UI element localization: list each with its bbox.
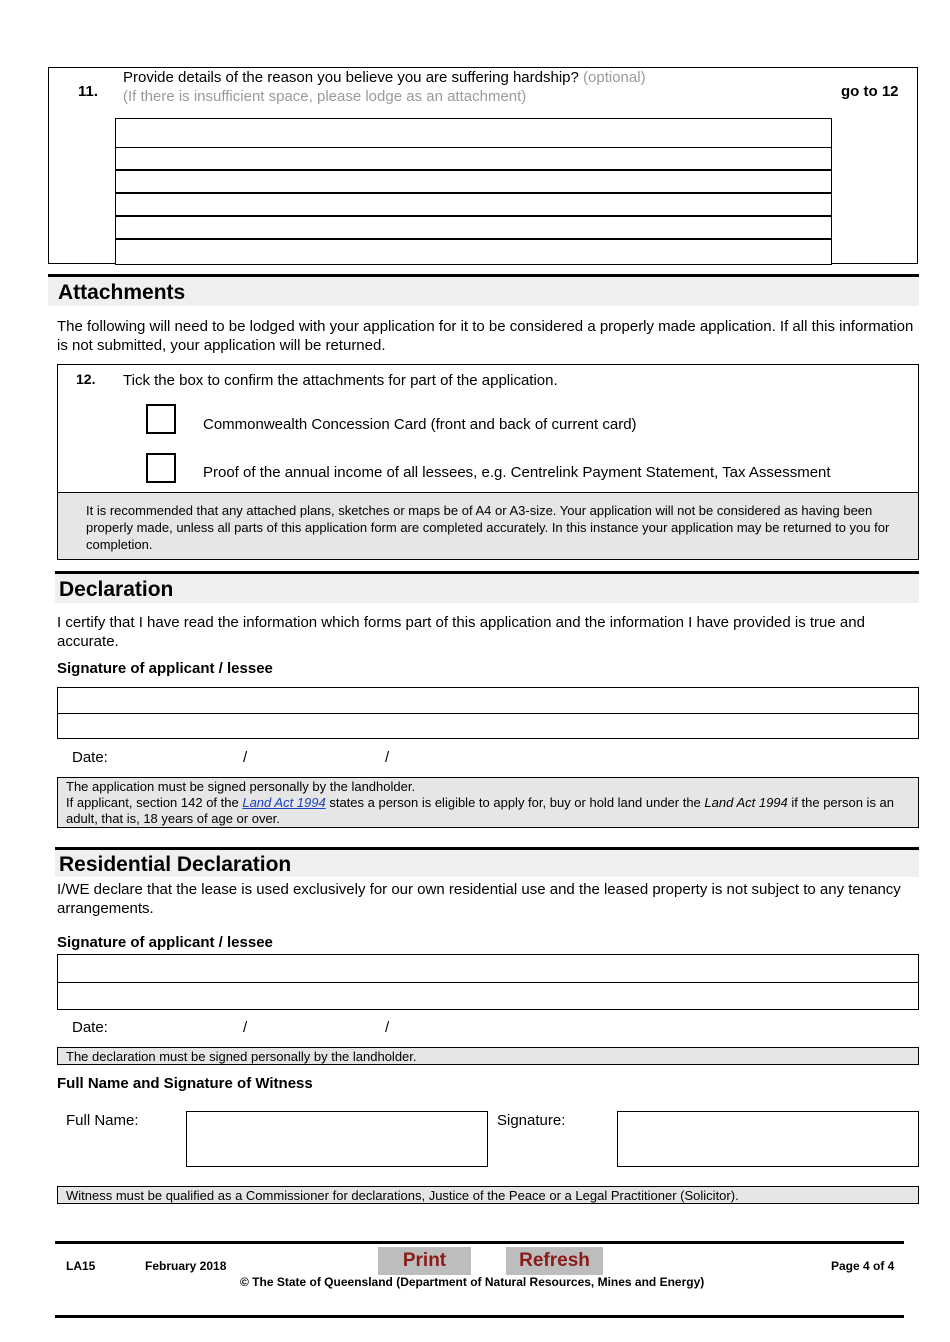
residential-date-day[interactable] [150, 1015, 240, 1037]
residential-date-month[interactable] [255, 1015, 380, 1037]
question-11-optional: (optional) [583, 69, 646, 86]
hardship-line-2[interactable] [115, 147, 832, 170]
note-text: If applicant, section 142 of the [66, 795, 243, 810]
declaration-date-label: Date: [72, 749, 108, 766]
land-act-italic: Land Act 1994 [704, 795, 788, 810]
residential-date-year[interactable] [397, 1015, 522, 1037]
declaration-date-year[interactable] [397, 745, 522, 767]
declaration-date-day[interactable] [150, 745, 240, 767]
residential-text: I/WE declare that the lease is used exclusively for our own residential use and the leased property is not subject to any tenancy arrangements. [57, 881, 901, 917]
witness-full-name-field[interactable] [186, 1111, 488, 1167]
concession-card-label: Commonwealth Concession Card (front and back of current card) [203, 416, 637, 433]
hardship-line-3[interactable] [115, 170, 832, 193]
note-text: if the person is an adult, that is, 18 years of age or over. [66, 795, 895, 826]
declaration-note [57, 777, 919, 828]
declaration-signature-field[interactable] [57, 687, 919, 739]
date-slash-2: / [385, 1019, 390, 1036]
footer-copyright: © The State of Queensland (Department of Natural Resources, Mines and Energy) [240, 1275, 705, 1289]
footer-date: February 2018 [145, 1259, 227, 1273]
witness-signature-field[interactable] [617, 1111, 919, 1167]
question-11-text [123, 68, 646, 106]
signature-divider [58, 982, 918, 983]
footer-page-number: Page 4 of 4 [831, 1259, 895, 1273]
declaration-text: I certify that I have read the information which forms part of this application and the information I have provided is true and accurate. [57, 614, 865, 650]
question-11-question: Provide details of the reason you believe you are suffering hardship? [123, 69, 579, 86]
date-slash-2: / [385, 749, 390, 766]
attachments-intro: The following will need to be lodged with your application for it to be considered a properly made application. If all this information is not submitted, your application will be returned. [57, 318, 914, 354]
declaration-title: Declaration [59, 578, 174, 601]
hardship-line-6[interactable] [115, 239, 832, 265]
attachments-title: Attachments [58, 281, 186, 304]
declaration-note-line1: The application must be signed personally by the landholder. [66, 779, 416, 794]
question-11-hint: (If there is insufficient space, please lodge as an attachment) [123, 88, 527, 105]
footer-form-code: LA15 [66, 1259, 96, 1273]
residential-heading [55, 847, 919, 877]
question-12-number: 12. [76, 371, 96, 387]
signature-divider [58, 713, 918, 714]
declaration-note-line2 [66, 795, 910, 827]
income-proof-checkbox[interactable] [146, 453, 176, 483]
date-slash-1: / [243, 1019, 248, 1036]
residential-signature-label: Signature of applicant / lessee [57, 934, 273, 951]
note-text: states a person is eligible to apply for, buy or hold land under the [325, 795, 705, 810]
residential-signature-field[interactable] [57, 954, 919, 1010]
income-proof-label: Proof of the annual income of all lessees, e.g. Centrelink Payment Statement, Tax Assessment [203, 464, 831, 481]
witness-signature-label: Signature: [497, 1112, 566, 1129]
concession-card-checkbox[interactable] [146, 404, 176, 434]
witness-full-name-label: Full Name: [66, 1112, 139, 1129]
attachments-heading [48, 274, 919, 306]
witness-heading: Full Name and Signature of Witness [57, 1075, 313, 1092]
print-button[interactable]: Print [378, 1247, 471, 1275]
question-12-text: Tick the box to confirm the attachments for part of the application. [123, 372, 558, 389]
residential-date-label: Date: [72, 1019, 108, 1036]
hardship-line-4[interactable] [115, 193, 832, 216]
question-11-goto: go to 12 [841, 83, 899, 100]
attachments-note: It is recommended that any attached plans, sketches or maps be of A4 or A3-size. Your application will not be considered as having been properly made, unless all parts of this application form are completed accurately. In this instance your application may be returned to you for completion. [58, 492, 918, 559]
question-11-number: 11. [78, 83, 99, 100]
declaration-date-month[interactable] [255, 745, 380, 767]
footer-bottom-rule [55, 1315, 904, 1318]
hardship-line-5[interactable] [115, 216, 832, 239]
declaration-heading [55, 571, 919, 603]
hardship-line-1[interactable] [115, 118, 832, 148]
refresh-button[interactable]: Refresh [506, 1247, 603, 1275]
date-slash-1: / [243, 749, 248, 766]
residential-note: The declaration must be signed personally by the landholder. [57, 1047, 919, 1065]
declaration-signature-label: Signature of applicant / lessee [57, 660, 273, 677]
residential-title: Residential Declaration [59, 853, 292, 876]
witness-note: Witness must be qualified as a Commissioner for declarations, Justice of the Peace or a Legal Practitioner (Solicitor). [57, 1186, 919, 1204]
footer-top-rule [55, 1241, 904, 1244]
land-act-link[interactable]: Land Act 1994 [242, 795, 326, 810]
